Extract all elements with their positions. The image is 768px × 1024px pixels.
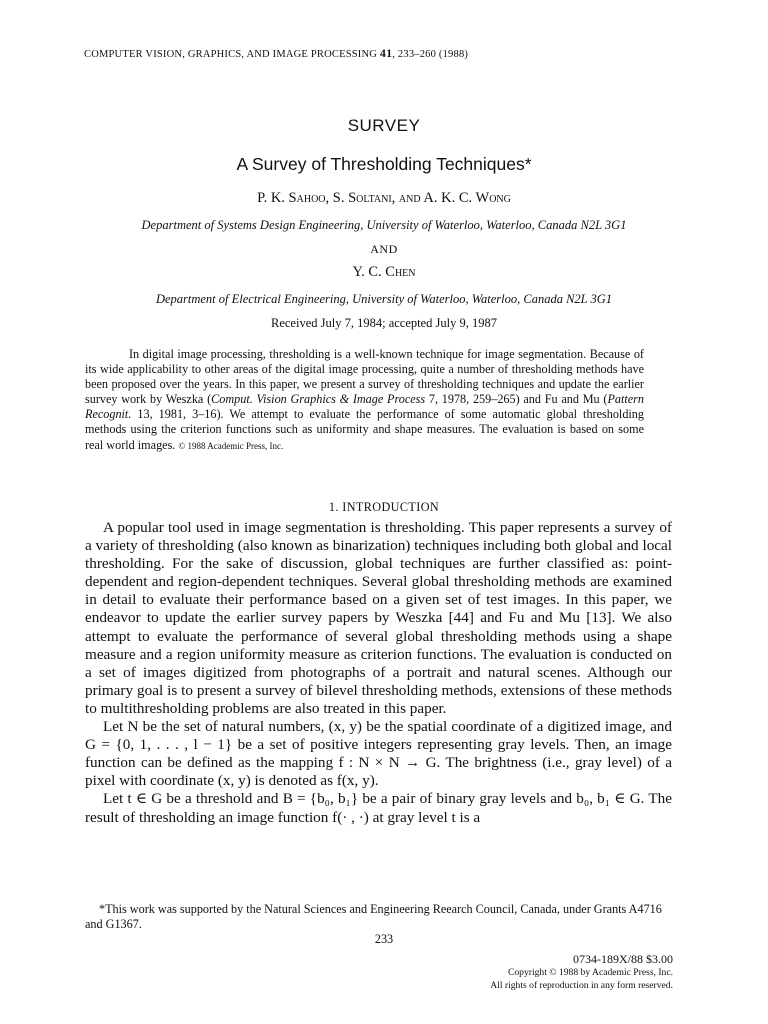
affiliation-2: Department of Electrical Engineering, University of Waterloo, Waterloo, Canada N2L 3G1 <box>155 292 613 306</box>
author-wong-initials: A. K. C. W <box>420 190 490 206</box>
footnote: *This work was supported by the Natural Sciences and Engineering Reearch Council, Canada, under Grants A4716 and G1367. <box>85 902 662 931</box>
journal-name: COMPUTER VISION, GRAPHICS, AND IMAGE PROCESSING <box>84 49 378 60</box>
survey-label: SURVEY <box>347 116 421 135</box>
journal-pages-year: , 233–260 (1988) <box>392 49 469 60</box>
abstract-citation-2: Pattern Recognit. <box>85 392 644 422</box>
journal-volume: 41 <box>379 46 393 60</box>
paragraph-3: Let t ∈ G be a threshold and B = {b₀, b₁} be a pair of binary gray levels and b₀, b₁ ∈ G. The result of thresholding an image function f(· , ·) at gray level t is a <box>85 790 672 826</box>
publisher-code-block <box>490 953 673 992</box>
paper-title: A Survey of Thresholding Techniques* <box>236 154 532 174</box>
abstract <box>85 347 644 454</box>
author-sahoo-surname: ahoo <box>296 190 326 206</box>
rights-notice: All rights of reproduction in any form reserved. <box>490 980 673 991</box>
author-sahoo-initials: P. K. S <box>257 190 297 206</box>
and-label: AND <box>370 242 398 256</box>
author-wong-surname: ong <box>489 190 511 206</box>
abstract-citation-1: Comput. Vision Graphics & Image Process <box>211 392 426 407</box>
authors-line-2 <box>0 264 768 281</box>
abstract-part-2: 7, 1978, 259–265) and Fu and Mu ( <box>425 392 608 407</box>
paragraph-2: Let N be the set of natural numbers, (x, y) be the spatial coordinate of a digitized image, and G = {0, 1, . . . , l − 1} be a set of positive integers representing gray levels. Then, an image function can be defined as the mapping f : N × N → G. The brightness (i.e., gray level) of a pixel with coordinate (x, y) is denoted as f(x, y). <box>85 718 672 790</box>
section-heading-introduction: 1. INTRODUCTION <box>328 500 440 514</box>
author-soltani-surname: oltani <box>356 190 392 206</box>
received-dates: Received July 7, 1984; accepted July 9, 1987 <box>271 316 497 330</box>
abstract-copyright: © 1988 Academic Press, Inc. <box>178 440 284 451</box>
page-number: 233 <box>374 932 394 946</box>
author-soltani-initials: , S. S <box>325 190 357 206</box>
abstract-part-3: 13, 1981, 3–16). We attempt to evaluate the performance of some automatic global thresholding methods using the criterion functions such as uniformity and shape measures. The evaluation is based on some real world images. <box>85 407 644 452</box>
authors-line-1 <box>0 190 768 207</box>
issn-price: 0734-189X/88 $3.00 <box>573 952 673 966</box>
affiliation-1: Department of Systems Design Engineering, University of Waterloo, Waterloo, Canada N2L 3G1 <box>141 218 627 232</box>
publisher-copyright: Copyright © 1988 by Academic Press, Inc. <box>507 967 673 978</box>
abstract-part-1: In digital image processing, thresholding is a well-known technique for image segmentation. Because of its wide applicability to other areas of the digital image processing, quite a number of thresholding methods have been proposed over the years. In this paper, we present a survey of thresholding techniques and update the earlier survey work by Weszka ( <box>85 347 644 407</box>
journal-header <box>84 46 468 61</box>
authors-and: , and <box>391 190 421 206</box>
author-chen-initials: Y. C. C <box>352 264 395 280</box>
paragraph-1: A popular tool used in image segmentation is thresholding. This paper represents a survey of a variety of thresholding (also known as binarization) techniques including both global and local thresholding. For the sake of discussion, global techniques are further classified as: point-dependent and region-dependent techniques. Several global thresholding methods are examined in detail to evaluate their performance based on a given set of test images. In this paper, we endeavor to update the earlier survey papers by Weszka [44] and Fu and Mu [13]. We also attempt to evaluate the performance of several global thresholding methods using a shape measure and a region uniformity measure as criterion functions. The evaluation is conducted on a set of images digitized from photographs of a portrait and natural scenes. Although our primary goal is to present a survey of bilevel thresholding methods, extensions of these methods to multithresholding problems are also treated in this paper. <box>85 519 672 717</box>
author-chen-surname: hen <box>394 264 416 280</box>
body-text <box>85 519 672 827</box>
